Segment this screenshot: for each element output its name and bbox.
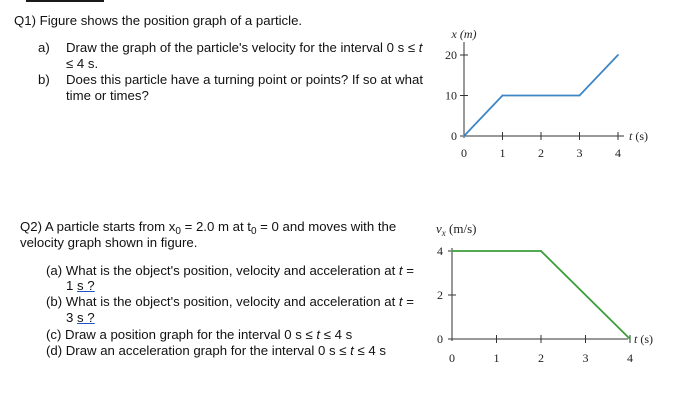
pos-series-line (464, 55, 618, 136)
pos-y-tick-label: 10 (445, 88, 457, 103)
vel-y-axis-label: $v_x$ (m/s) (436, 221, 477, 238)
pos-x-tick-label: 2 (538, 146, 544, 160)
pos-y-tick-label: 0 (451, 129, 457, 143)
q2-intro-line1: Q2) A particle starts from $x_0 = 2.0$ m at $t_0 = 0$ and moves with the (20, 219, 397, 237)
pos-y-axis-label: x (m) (451, 27, 477, 41)
q2-b-line2: 3 s ? (66, 310, 95, 325)
q1-title: Q1) Figure shows the position graph of a particle. (14, 13, 303, 28)
pos-data-point (502, 95, 504, 97)
q2-intro-line2: velocity graph shown in figure. (20, 235, 198, 250)
q2-a-line1: (a) What is the object's position, velocity and acceleration at t = (46, 263, 414, 278)
pos-data-point (463, 135, 465, 137)
vel-x-tick-label: 4 (627, 351, 633, 365)
vel-series-line (452, 251, 630, 339)
q1-a-label: a) (38, 40, 50, 55)
pos-x-tick-label: 3 (576, 146, 583, 160)
pos-x-tick-label: 0 (461, 146, 467, 160)
vel-x-tick-label: 1 (493, 351, 500, 365)
pos-data-point (579, 95, 581, 97)
q2-b-line1: (b) What is the object's position, velocity and acceleration at t = (46, 294, 414, 309)
q2-d: (d) Draw an acceleration graph for the interval 0 s ≤ t ≤ 4 s (46, 343, 386, 358)
vel-data-point (451, 250, 453, 252)
vel-y-tick-label: 4 (437, 244, 443, 258)
vel-y-tick-label: 2 (437, 288, 443, 302)
vel-x-axis-label: t (s) (634, 332, 654, 346)
pos-y-tick-label: 20 (445, 48, 457, 62)
vel-x-tick-label: 3 (582, 351, 589, 365)
vel-data-point (629, 338, 631, 340)
vel-x-tick-label: 0 (449, 351, 455, 365)
pos-x-axis-label: t (s) (629, 129, 649, 143)
pos-x-tick-label: 1 (499, 146, 506, 160)
pos-x-tick-label: 4 (615, 146, 621, 160)
q1-b-label: b) (38, 72, 50, 87)
vel-y-tick-label: 0 (437, 332, 443, 346)
vel-x-tick-label: 2 (538, 351, 544, 365)
q1-b-line2: time or times? (66, 88, 149, 103)
q1-b-line1: Does this particle have a turning point or points? If so at what (66, 72, 423, 87)
q1-a-line1: Draw the graph of the particle's velocity for the interval 0 s ≤ t (66, 40, 423, 55)
pos-data-point (617, 54, 619, 56)
vel-data-point (540, 250, 542, 252)
q2-a-line2: 1 s ? (66, 278, 95, 293)
q2-c: (c) Draw a position graph for the interval 0 s ≤ t ≤ 4 s (46, 327, 353, 342)
q1-a-line2: ≤ 4 s. (66, 56, 99, 71)
